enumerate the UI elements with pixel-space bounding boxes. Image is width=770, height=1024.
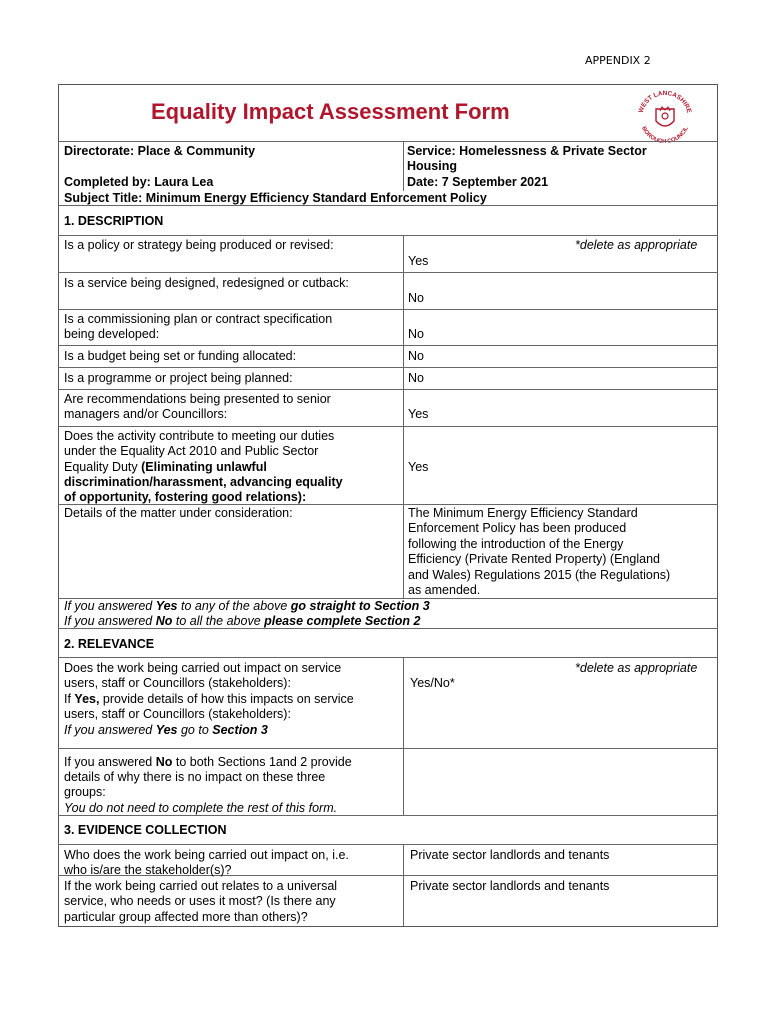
s1-a2: No bbox=[408, 291, 424, 305]
s3-q1-line2: who is/are the stakeholder(s)? bbox=[64, 863, 232, 877]
s1-q8: Details of the matter under consideration: bbox=[64, 506, 293, 520]
s3-q1-line1: Who does the work being carried out impact on, i.e. bbox=[64, 848, 349, 862]
instr1-c: to any of the above bbox=[177, 599, 291, 613]
s1-a7: Yes bbox=[408, 460, 429, 474]
s1-q7-line2: under the Equality Act 2010 and Public Sector bbox=[64, 444, 319, 458]
s2-q2-line4: You do not need to complete the rest of this form. bbox=[64, 801, 338, 815]
s1-q7-line1: Does the activity contribute to meeting our duties bbox=[64, 429, 335, 443]
form-title: Equality Impact Assessment Form bbox=[151, 99, 510, 124]
s1-a5: No bbox=[408, 371, 424, 385]
council-crest-icon bbox=[634, 87, 696, 149]
instr1-b: Yes bbox=[155, 599, 178, 613]
s1-q7-line3b: (Eliminating unlawful bbox=[141, 460, 267, 474]
date: Date: 7 September 2021 bbox=[407, 175, 549, 189]
s1-instruction-no bbox=[64, 614, 420, 629]
s2-q1-l5d: Section 3 bbox=[212, 723, 268, 737]
s2-q2-l1c: to both Sections 1and 2 provide bbox=[172, 755, 352, 769]
s1-instruction-yes bbox=[64, 599, 430, 614]
directorate: Directorate: Place & Community bbox=[64, 144, 256, 158]
s3-q2-line3: particular group affected more than others)? bbox=[64, 910, 308, 924]
s2-q1-line5 bbox=[64, 723, 268, 738]
appendix-label: APPENDIX 2 bbox=[585, 54, 651, 67]
s2-q1-line2: users, staff or Councillors (stakeholders): bbox=[64, 676, 291, 690]
s2-delete-note: *delete as appropriate bbox=[575, 661, 698, 675]
s1-a8-line6: as amended. bbox=[408, 583, 481, 597]
s3-q2-line2: service, who needs or uses it most? (Is there any bbox=[64, 894, 336, 908]
s1-q2: Is a service being designed, redesigned or cutback: bbox=[64, 276, 349, 290]
s3-q2-line1: If the work being carried out relates to a universal bbox=[64, 879, 338, 893]
s3-a2: Private sector landlords and tenants bbox=[410, 879, 610, 893]
s1-q6-line2: managers and/or Councillors: bbox=[64, 407, 228, 421]
s2-q1-l5c: go to bbox=[177, 723, 213, 737]
s1-a6: Yes bbox=[408, 407, 429, 421]
s1-q5: Is a programme or project being planned: bbox=[64, 371, 293, 385]
instr2-b: No bbox=[155, 614, 173, 628]
s2-a1: Yes/No* bbox=[410, 676, 455, 690]
s2-q2-l1b: No bbox=[155, 755, 173, 769]
subject-title: Subject Title: Minimum Energy Efficiency Standard Enforcement Policy bbox=[64, 191, 487, 205]
s1-delete-note: *delete as appropriate bbox=[575, 238, 698, 252]
s2-q1-l3a: If bbox=[64, 692, 75, 706]
s2-q1-line4: users, staff or Councillors (stakeholders): bbox=[64, 707, 291, 721]
s1-q7-line3a: Equality Duty bbox=[64, 460, 142, 474]
section1-heading: 1. DESCRIPTION bbox=[64, 214, 164, 228]
instr2-d: please complete Section 2 bbox=[264, 614, 421, 628]
completed-by: Completed by: Laura Lea bbox=[64, 175, 214, 189]
s2-q1-l5b: Yes bbox=[155, 723, 178, 737]
svg-text:BOROUGH COUNCIL bbox=[640, 125, 690, 145]
section3-heading: 3. EVIDENCE COLLECTION bbox=[64, 823, 227, 837]
s2-q1-line1: Does the work being carried out impact on service bbox=[64, 661, 342, 675]
section2-heading: 2. RELEVANCE bbox=[64, 637, 155, 651]
s1-q1: Is a policy or strategy being produced or revised: bbox=[64, 238, 334, 252]
s1-q4: Is a budget being set or funding allocated: bbox=[64, 349, 297, 363]
s2-q1-l3c: provide details of how this impacts on service bbox=[99, 692, 354, 706]
instr2-a: If you answered bbox=[64, 614, 156, 628]
logo-text-top: WEST LANCASHIRE bbox=[637, 89, 693, 114]
service-line1: Service: Homelessness & Private Sector bbox=[407, 144, 647, 158]
s1-q3-line1: Is a commissioning plan or contract specification bbox=[64, 312, 333, 326]
s1-a8-line3: following the introduction of the Energy bbox=[408, 537, 624, 551]
instr1-a: If you answered bbox=[64, 599, 156, 613]
s2-q1-l3b: Yes, bbox=[74, 692, 100, 706]
s2-q2-line2: details of why there is no impact on these three bbox=[64, 770, 326, 784]
s3-a1: Private sector landlords and tenants bbox=[410, 848, 610, 862]
s2-q1-l5a: If you answered bbox=[64, 723, 156, 737]
s2-q2-line1 bbox=[64, 755, 352, 770]
s2-q2-line3: groups: bbox=[64, 785, 106, 799]
s1-a8-line2: Enforcement Policy has been produced bbox=[408, 521, 627, 535]
s1-q7-line5: of opportunity, fostering good relations): bbox=[64, 490, 307, 504]
s1-q6-line1: Are recommendations being presented to senior bbox=[64, 392, 331, 406]
s1-a8-line5: and Wales) Regulations 2015 (the Regulations) bbox=[408, 568, 671, 582]
s1-a8-line1: The Minimum Energy Efficiency Standard bbox=[408, 506, 638, 520]
instr2-c: to all the above bbox=[172, 614, 265, 628]
s1-a8-line4: Efficiency (Private Rented Property) (England bbox=[408, 552, 660, 566]
s1-q7-line4: discrimination/harassment, advancing equality bbox=[64, 475, 343, 489]
s2-q1-line3 bbox=[64, 692, 354, 707]
instr1-d: go straight to Section 3 bbox=[290, 599, 430, 613]
s1-a4: No bbox=[408, 349, 424, 363]
title-area bbox=[59, 85, 717, 146]
s1-q3-line2: being developed: bbox=[64, 327, 160, 341]
s2-q2-l1a: If you answered bbox=[64, 755, 156, 769]
s1-a3: No bbox=[408, 327, 424, 341]
s1-a1: Yes bbox=[408, 254, 429, 268]
svg-text:WEST LANCASHIRE bbox=[638, 90, 693, 115]
logo-text-bottom: BOROUGH COUNCIL bbox=[640, 125, 690, 146]
service-line2: Housing bbox=[407, 159, 457, 173]
s1-q7-line3 bbox=[64, 460, 267, 475]
